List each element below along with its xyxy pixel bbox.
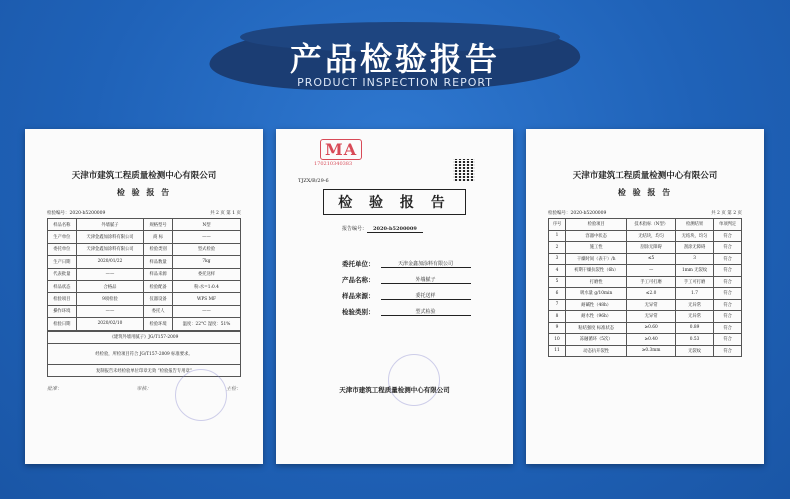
page-title: 产品检验报告 (289, 40, 500, 78)
table-row (48, 231, 241, 243)
table-cell: 检验配备 (144, 280, 173, 292)
table-cell: ≥0.3mm (627, 345, 675, 357)
seal-stamp (175, 369, 227, 421)
table-cell: ≥0.40 (627, 334, 675, 346)
approve-label: 批准： (47, 386, 63, 393)
table-cell: 委托人 (144, 305, 173, 317)
field-label: 检验类别： (342, 308, 375, 316)
report-number-value: 2020-b5200009 (367, 226, 423, 233)
table-row (48, 243, 241, 255)
table-cell: 粉:水=1:0.4 (172, 280, 240, 292)
page-indicator: 共 2 页 第 2 页 (711, 211, 742, 216)
table-row (549, 322, 742, 334)
table-cell: ≤5 (627, 253, 675, 265)
report-heading: 检 验 报 告 (116, 187, 172, 197)
table-cell: 仪器设备 (144, 293, 173, 305)
field-value: 型式检验 (381, 308, 471, 316)
field-category (342, 307, 471, 316)
report-cover-page[interactable] (276, 129, 513, 464)
field-value: 天津金鑫加涂料有限公司 (381, 260, 471, 268)
table-cell: 检验项目 (48, 293, 77, 305)
table-cell: 符合 (714, 276, 742, 288)
table-cell: 耐碱性（48h） (565, 299, 626, 311)
table-cell: —— (172, 231, 240, 243)
table-cell: 4 (549, 265, 566, 277)
table-cell: 施工性 (565, 242, 626, 254)
table-cell: 6 (549, 288, 566, 300)
field-source (342, 291, 471, 300)
table-cell: 3 (675, 253, 713, 265)
field-client (342, 259, 471, 268)
table-cell: N型 (172, 219, 240, 231)
table-cell: 2 (549, 242, 566, 254)
report-page-2[interactable] (526, 129, 764, 464)
table-cell: 1 (549, 230, 566, 242)
table-cell: 9项检验 (76, 293, 144, 305)
table-row (549, 219, 742, 231)
field-label: 样品来源： (342, 292, 375, 300)
table-cell: 检验项目 (565, 219, 626, 231)
table-cell: 型式检验 (172, 243, 240, 255)
table-cell: 3 (549, 253, 566, 265)
table-cell: 符合 (714, 345, 742, 357)
table-cell: 生产日期 (48, 256, 77, 268)
table-cell: 无结块，均匀 (675, 230, 713, 242)
report-meta (47, 210, 241, 216)
table-cell: 符合 (714, 334, 742, 346)
table-cell: 无裂纹 (675, 345, 713, 357)
table-cell: 符合 (714, 230, 742, 242)
report-number: 检验编号：2020-b5200009 (548, 211, 607, 216)
table-cell: 无异常 (675, 311, 713, 323)
inspector-label: 主检： (225, 386, 241, 393)
conclusion-cell: 经检验，所检项目符合 JG/T157-2009 标准要求。 (48, 343, 241, 364)
table-cell: WPS MF (172, 293, 240, 305)
table-cell: 检验环境 (144, 318, 173, 330)
table-cell: 符合 (714, 322, 742, 334)
cover-heading: 检 验 报 告 (323, 189, 466, 215)
table-cell: 9 (549, 322, 566, 334)
table-cell: 耐水性（96h） (565, 311, 626, 323)
table-cell: ≤2.0 (627, 288, 675, 300)
table-cell: 符合 (714, 288, 742, 300)
field-product (342, 275, 471, 284)
table-cell: 符合 (714, 253, 742, 265)
title-banner (210, 20, 580, 95)
review-label: 审核： (136, 386, 152, 393)
table-row (549, 299, 742, 311)
table-cell: 操作环境 (48, 305, 77, 317)
table-row (549, 311, 742, 323)
table-cell: 样品名称 (48, 219, 77, 231)
conclusion-table (47, 331, 241, 378)
org-name: 天津市建筑工程质量检测中心有限公司 (572, 171, 718, 181)
table-cell: 代表批量 (48, 268, 77, 280)
table-cell: 无结块，均匀 (627, 230, 675, 242)
field-label: 委托单位： (342, 260, 375, 268)
standard-cell: 《建筑外墙用腻子》JG/T157-2009 (48, 331, 241, 343)
page-indicator: 共 2 页 第 1 页 (210, 211, 241, 216)
report-page-1[interactable] (25, 129, 263, 464)
table-cell: 0.53 (675, 334, 713, 346)
table-cell: 生产单位 (48, 231, 77, 243)
table-cell: 7kg (172, 256, 240, 268)
table-cell: 冻融循环（5次） (565, 334, 626, 346)
table-row (549, 242, 742, 254)
table-row (48, 280, 241, 292)
table-row (549, 334, 742, 346)
table-row (549, 345, 742, 357)
org-name: 天津市建筑工程质量检测中心有限公司 (71, 171, 217, 181)
table-cell: 天津金鑫加涂料有限公司 (76, 243, 144, 255)
table-row (48, 268, 241, 280)
table-row (549, 265, 742, 277)
table-cell: 无异常 (675, 299, 713, 311)
table-cell: 规格型号 (144, 219, 173, 231)
issuer-name: 天津市建筑工程质量检测中心有限公司 (339, 386, 450, 394)
seal-stamp (388, 354, 440, 406)
cover-heading-box (276, 189, 513, 215)
table-cell: —— (76, 268, 144, 280)
table-cell: —— (172, 305, 240, 317)
table-row (48, 256, 241, 268)
table-row (48, 293, 241, 305)
table-cell: 外墙腻子 (76, 219, 144, 231)
table-cell: 技术指标（N型） (627, 219, 675, 231)
table-cell: ≥0.60 (627, 322, 675, 334)
table-cell: 符合 (714, 299, 742, 311)
table-cell: 检验日期 (48, 318, 77, 330)
report-meta (548, 210, 742, 216)
table-cell: 无异常 (627, 311, 675, 323)
table-cell: 手工可打磨 (627, 276, 675, 288)
table-cell: 序号 (549, 219, 566, 231)
table-cell: — (627, 265, 675, 277)
results-table (548, 218, 742, 357)
report-number: 检验编号：2020-b5200009 (47, 211, 106, 216)
document-code: TJZX/B/29-6 (298, 178, 329, 184)
table-cell: 天津金鑫加涂料有限公司 (76, 231, 144, 243)
table-cell: 检验类别 (144, 243, 173, 255)
remark-cell: 复制报告未经检验单位印章无效 “检验报告专用章” (48, 364, 241, 376)
table-cell: 检测结果 (675, 219, 713, 231)
report-number-label: 报告编号： (342, 226, 368, 232)
table-cell: 委托单位 (48, 243, 77, 255)
table-cell: 符合 (714, 265, 742, 277)
cover-report-number (342, 225, 423, 232)
table-row (48, 318, 241, 330)
cma-mark: MA (320, 139, 362, 160)
table-cell: 粘结强度 标准状态 (565, 322, 626, 334)
table-cell: 11 (549, 345, 566, 357)
table-cell: 干燥时间（表干）/h (565, 253, 626, 265)
table-cell: 2020/01/22 (76, 256, 144, 268)
table-cell: 打磨性 (565, 276, 626, 288)
table-cell: 1.7 (675, 288, 713, 300)
qr-code-icon (453, 159, 475, 181)
table-cell: 符合 (714, 311, 742, 323)
table-cell: 10 (549, 334, 566, 346)
table-cell: 样品来源 (144, 268, 173, 280)
table-cell: 无异常 (627, 299, 675, 311)
field-value: 委托送样 (381, 292, 471, 300)
table-row (549, 288, 742, 300)
table-cell: 容器中状态 (565, 230, 626, 242)
table-row (48, 305, 241, 317)
field-value: 外墙腻子 (381, 276, 471, 284)
table-cell: 样品状态 (48, 280, 77, 292)
table-cell: 动态抗开裂性 (565, 345, 626, 357)
table-cell: 样品数量 (144, 256, 173, 268)
table-cell: 吸水量 g/10min (565, 288, 626, 300)
table-cell: 委托送样 (172, 268, 240, 280)
table-cell: 合格品 (76, 280, 144, 292)
table-row (549, 230, 742, 242)
info-table (47, 218, 241, 331)
table-cell: 1mm 无裂纹 (675, 265, 713, 277)
table-row (549, 276, 742, 288)
table-cell: 8 (549, 311, 566, 323)
table-cell: 单项判定 (714, 219, 742, 231)
table-cell: 温度：22°C 湿度：51% (172, 318, 240, 330)
table-cell: 5 (549, 276, 566, 288)
table-cell: 初期干燥抗裂性（6h） (565, 265, 626, 277)
table-cell: 2020/02/10 (76, 318, 144, 330)
table-cell: 符合 (714, 242, 742, 254)
table-cell: 刮涂无障碍 (627, 242, 675, 254)
table-cell: 刮涂无障碍 (675, 242, 713, 254)
page-subtitle: PRODUCT INSPECTION REPORT (297, 76, 493, 89)
table-cell: 手工可打磨 (675, 276, 713, 288)
field-label: 产品名称： (342, 276, 375, 284)
report-heading: 检 验 报 告 (617, 187, 673, 197)
cma-number: 170210340383 (314, 161, 353, 167)
table-row (48, 219, 241, 231)
table-cell: 0.89 (675, 322, 713, 334)
table-cell: 7 (549, 299, 566, 311)
table-cell: —— (76, 305, 144, 317)
table-row (549, 253, 742, 265)
table-cell: 商 标 (144, 231, 173, 243)
